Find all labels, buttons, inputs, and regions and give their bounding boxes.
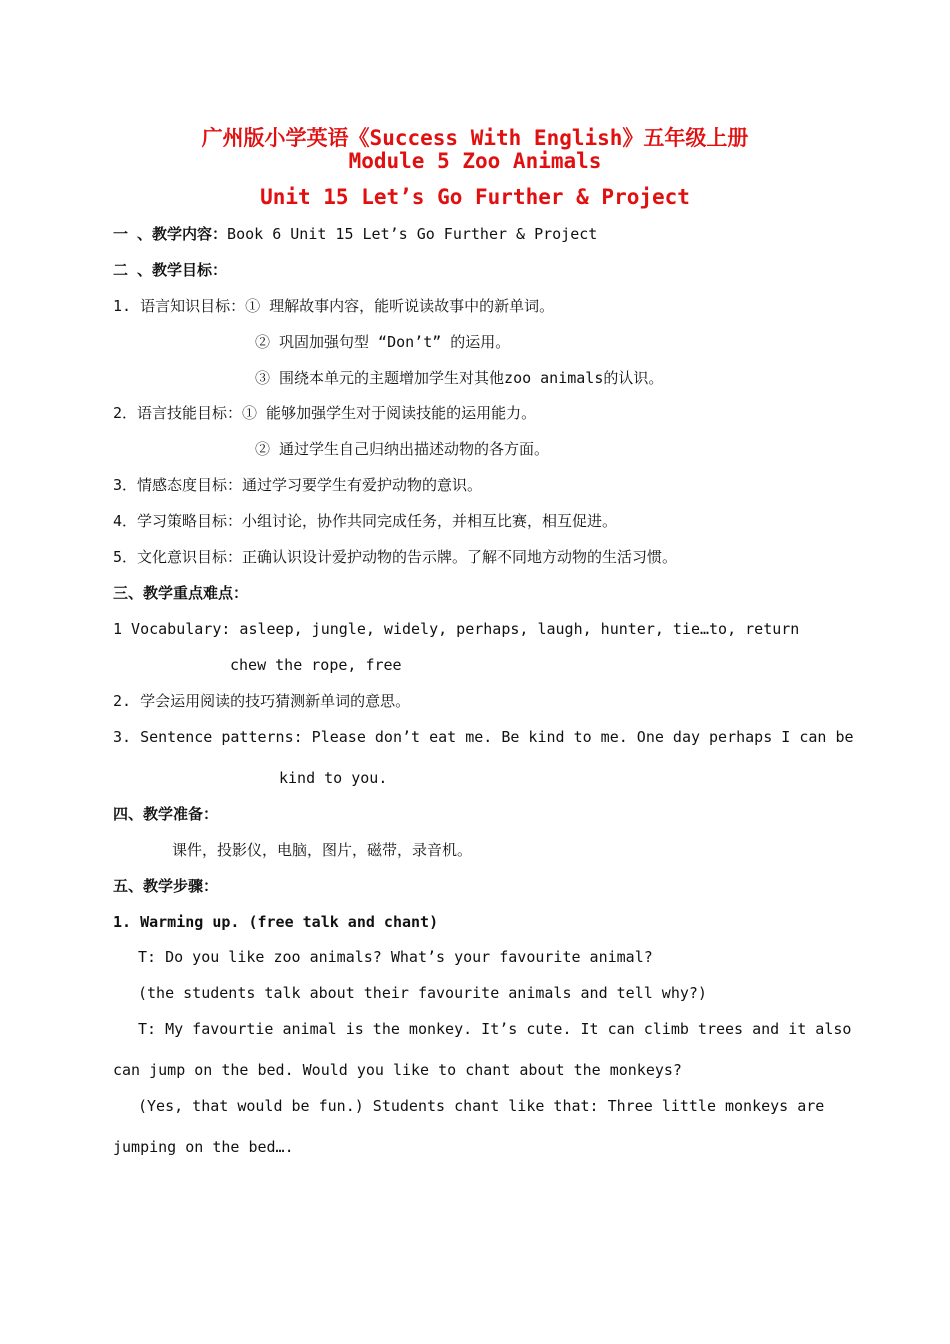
- section-goals-heading: 二 、教学目标：: [113, 261, 228, 279]
- section-content: [113, 224, 597, 244]
- vocabulary-line-2: chew the rope, free: [230, 656, 402, 674]
- goal-strategy: 4．学习策略目标：小组讨论，协作共同完成任务，并相互比赛，相互促进。: [113, 512, 618, 530]
- keypoint-reading: 2. 学会运用阅读的技巧猜测新单词的意思。: [113, 692, 411, 710]
- vocabulary-line-1: 1 Vocabulary: asleep, jungle, widely, perhaps, laugh, hunter, tie…to, return: [113, 620, 800, 638]
- section-keypoints-heading: 三、教学重点难点：: [113, 584, 249, 602]
- unit-title: Unit 15 Let’s Go Further & Project: [260, 185, 690, 209]
- goal-culture: 5．文化意识目标：正确认识设计爱护动物的告示牌。了解不同地方动物的生活习惯。: [113, 548, 678, 566]
- dialogue-line: (Yes, that would be fun.) Students chant like that: Three little monkeys are: [138, 1097, 825, 1115]
- goal-knowledge-3: ③ 围绕本单元的主题增加学生对其他zoo animals的认识。: [255, 369, 664, 387]
- dialogue-line: T: Do you like zoo animals? What’s your favourite animal?: [138, 948, 653, 966]
- section-content-text: Book 6 Unit 15 Let’s Go Further & Project: [227, 225, 598, 243]
- goal-knowledge-1: 1. 语言知识目标：① 理解故事内容，能听说读故事中的新单词。: [113, 297, 555, 315]
- goal-attitude: 3．情感态度目标：通过学习要学生有爱护动物的意识。: [113, 476, 483, 494]
- dialogue-line: jumping on the bed….: [113, 1138, 294, 1156]
- sentence-patterns-line-2: kind to you.: [279, 769, 388, 787]
- dialogue-line: (the students talk about their favourite animals and tell why?): [138, 984, 707, 1002]
- goal-skill-1: 2．语言技能目标：① 能够加强学生对于阅读技能的运用能力。: [113, 404, 537, 422]
- section-preparation-heading: 四、教学准备：: [113, 805, 219, 823]
- sentence-patterns-line-1: 3. Sentence patterns: Please don’t eat me. Be kind to me. One day perhaps I can be: [113, 728, 854, 746]
- goal-knowledge-2: ② 巩固加强句型 “Don’t” 的运用。: [255, 333, 511, 351]
- goal-skill-2: ② 通过学生自己归纳出描述动物的各方面。: [255, 440, 550, 458]
- step-warming-up: 1. Warming up. (free talk and chant): [113, 913, 439, 931]
- section-content-label: 一 、教学内容：: [113, 225, 228, 243]
- dialogue-line: can jump on the bed. Would you like to chant about the monkeys?: [113, 1061, 682, 1079]
- document-title: 广州版小学英语《Success With English》五年级上册: [201, 126, 749, 150]
- module-title: Module 5 Zoo Animals: [348, 149, 602, 173]
- preparation-text: 课件，投影仪，电脑，图片，磁带，录音机。: [172, 841, 473, 859]
- dialogue-line: T: My favourtie animal is the monkey. It’s cute. It can climb trees and it also: [138, 1020, 852, 1038]
- section-steps-heading: 五、教学步骤：: [113, 877, 219, 895]
